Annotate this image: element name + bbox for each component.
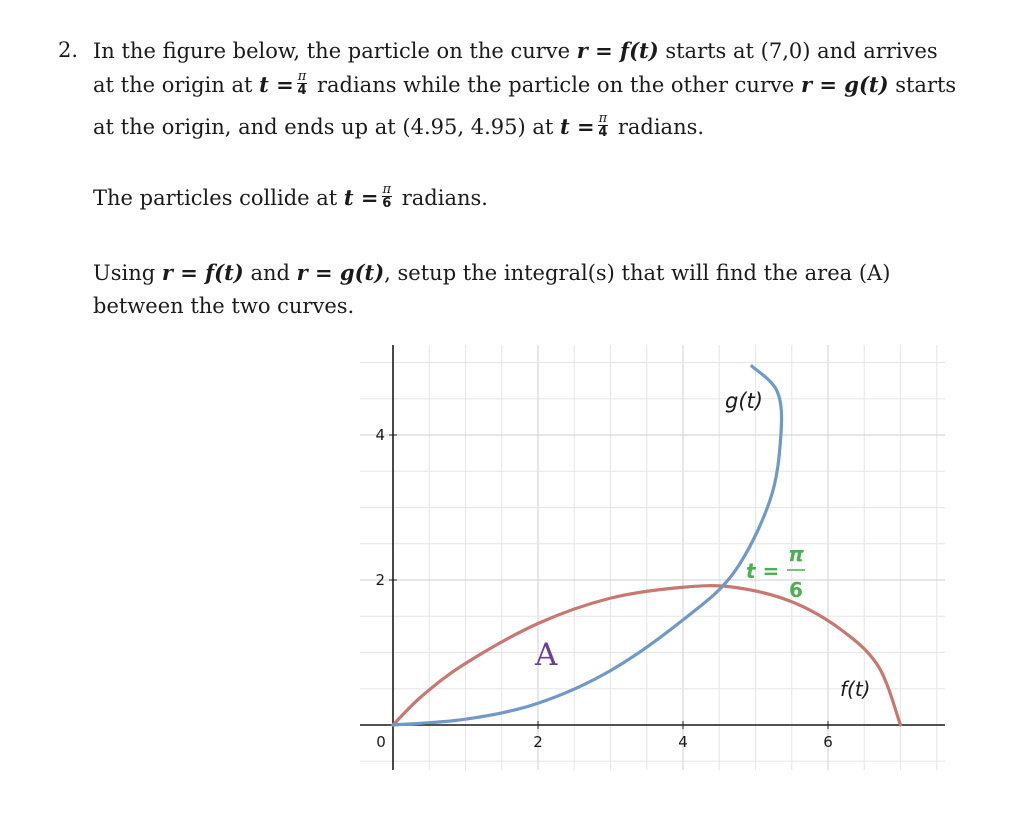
math-t-equals: t =: [343, 185, 379, 210]
label-f-curve: f(t): [840, 677, 871, 701]
math-t-equals: t =: [560, 114, 595, 139]
problem-line-3: [93, 111, 705, 142]
polar-curves-figure: [360, 340, 950, 780]
problem-line-1: [93, 38, 938, 63]
text-segment: at the origin at: [93, 73, 253, 97]
math-expr-f: r = f(t): [161, 260, 244, 285]
problem-line-2: [93, 69, 957, 100]
instruction-line-1: [93, 260, 890, 285]
fraction-pi-over-4: $\frac{\pi}{4}$: [297, 69, 307, 98]
x-tick-label: 4: [678, 733, 688, 751]
axes: [360, 345, 945, 770]
grid-lines: [360, 345, 945, 770]
x-tick-label: 0: [376, 733, 386, 751]
y-tick-label: 4: [375, 426, 385, 444]
y-tick-label: 2: [375, 571, 385, 589]
text-segment: radians.: [401, 186, 488, 210]
text-segment: The particles collide at: [93, 186, 338, 210]
text-segment: radians while the particle on the other curve: [316, 73, 795, 97]
x-tick-label: 2: [533, 733, 543, 751]
collision-t-equals: t =: [746, 559, 780, 583]
text-segment: and: [250, 261, 290, 285]
x-tick-label: 6: [823, 733, 833, 751]
label-g-curve: g(t): [725, 389, 763, 413]
math-expr-g: r = g(t): [800, 72, 889, 97]
tick-labels: [375, 426, 832, 751]
problem-number: 2.: [58, 38, 79, 62]
text-segment: Using: [93, 261, 156, 285]
fraction-pi-over-6: $\frac{\pi}{6}$: [382, 182, 392, 211]
text-segment: starts at (7,0) and arrives: [665, 39, 938, 63]
collision-den: 6: [789, 578, 803, 602]
instruction-line-2: between the two curves.: [93, 294, 355, 318]
collision-label: [746, 542, 805, 602]
math-expr-g: r = g(t): [296, 260, 385, 285]
area-label: A: [535, 637, 558, 673]
text-segment: , setup the integral(s) that will find the area (A): [384, 261, 891, 285]
collision-line: [93, 182, 488, 213]
text-segment: starts: [895, 73, 957, 97]
text-segment: radians.: [617, 115, 705, 139]
collision-pi: π: [788, 542, 804, 566]
math-expr-f: r = f(t): [576, 38, 659, 63]
math-t-equals: t =: [259, 72, 294, 97]
fraction-pi-over-4: $\frac{\pi}{4}$: [598, 111, 608, 140]
text-segment: at the origin, and ends up at (4.95, 4.95) at: [93, 115, 554, 139]
text-segment: In the figure below, the particle on the curve: [93, 39, 571, 63]
